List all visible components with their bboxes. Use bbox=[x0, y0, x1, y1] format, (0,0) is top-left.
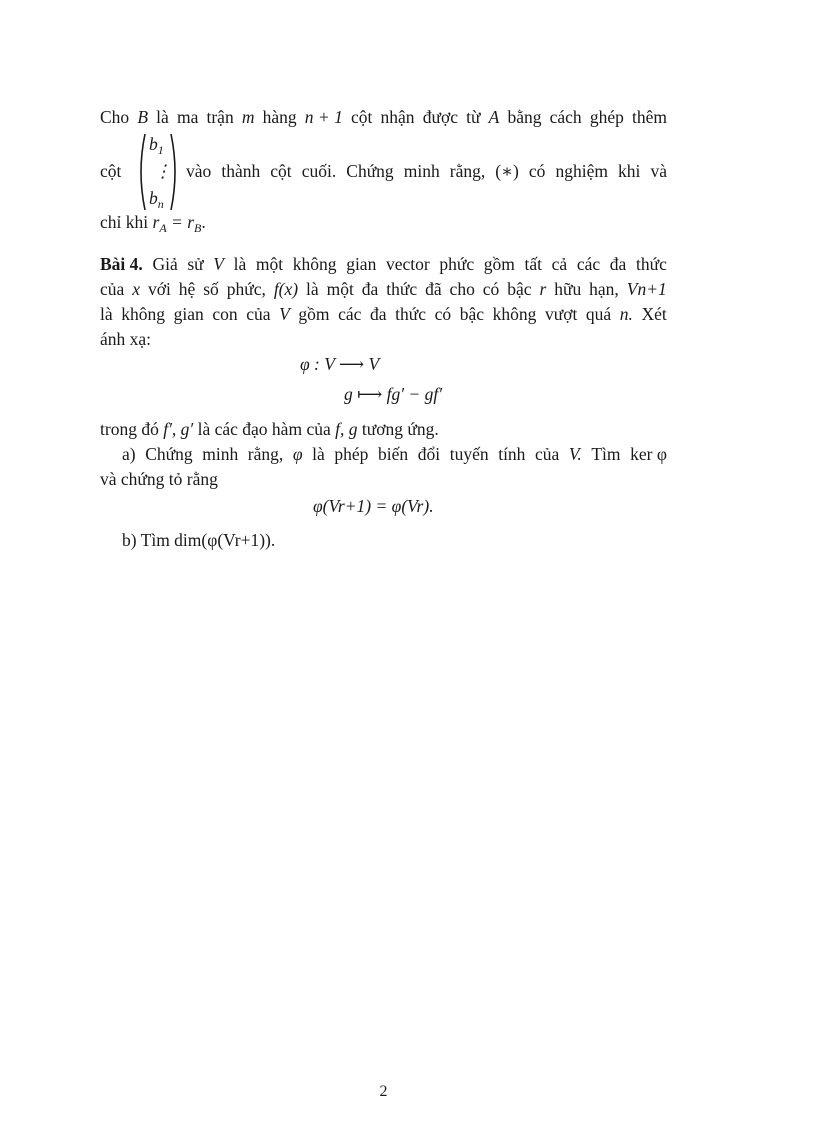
word: trận bbox=[206, 107, 234, 127]
para1-line3: chỉ khi $r_A = r_B$. bbox=[100, 212, 206, 235]
word: hàng bbox=[262, 107, 297, 127]
word: được bbox=[422, 107, 458, 127]
part-b: b) Tìm dim(φ(Vr+1)). bbox=[122, 530, 276, 550]
word: thêm bbox=[632, 107, 667, 127]
math-var: A bbox=[488, 107, 500, 127]
part-a-line1: a) Chứng minh rằng, φ là phép biến đổi tuyến tính của V. Tìm ker φ bbox=[122, 444, 667, 464]
part-a-line2: và chứng tỏ rằng bbox=[100, 469, 218, 489]
document-page bbox=[100, 0, 667, 1123]
vector-entry-top: $b_1$ bbox=[149, 134, 164, 157]
word: là bbox=[156, 107, 169, 127]
col-word: cột bbox=[100, 161, 122, 181]
word: nhận bbox=[380, 107, 415, 127]
para1-line1 bbox=[100, 105, 667, 130]
mapping-line2: g ⟼ fg′ − gf′ bbox=[344, 384, 443, 404]
math-var: B bbox=[137, 107, 149, 127]
math-var: m bbox=[241, 107, 255, 127]
vector-entry-dots: ⋮ bbox=[154, 161, 172, 181]
word: từ bbox=[466, 107, 481, 127]
math-expr: n + 1 bbox=[304, 107, 343, 127]
word: ghép bbox=[589, 107, 624, 127]
word: cách bbox=[549, 107, 582, 127]
problem4-line4: ánh xạ: bbox=[100, 329, 152, 349]
column-vector-row bbox=[100, 132, 667, 212]
word: bằng bbox=[507, 107, 542, 127]
word: Cho bbox=[100, 107, 130, 127]
para1-line2-rest: vào thành cột cuối. Chứng minh rằng, (∗) có nghiệm khi và bbox=[186, 161, 667, 181]
problem4-line1: Bài 4. Giả sử V là một không gian vector phức gồm tất cả các đa thức bbox=[100, 252, 667, 277]
page-number: 2 bbox=[379, 1083, 388, 1100]
problem4-line5: trong đó f′, g′ là các đạo hàm của f, g tương ứng. bbox=[100, 419, 439, 439]
part-a-equation: φ(Vr+1) = φ(Vr). bbox=[313, 496, 434, 516]
vector-entry-bottom: $b_n$ bbox=[149, 188, 164, 211]
problem-label: Bài 4. bbox=[100, 254, 143, 274]
problem4-line3: là không gian con của V gồm các đa thức có bậc không vượt quá n. Xét bbox=[100, 304, 667, 324]
mapping-line1: φ : V ⟶ V bbox=[300, 354, 380, 374]
problem4-line2: của x với hệ số phức, f(x) là một đa thức đã cho có bậc r hữu hạn, Vn+1 bbox=[100, 279, 667, 299]
word: ma bbox=[176, 107, 199, 127]
word: cột bbox=[351, 107, 373, 127]
